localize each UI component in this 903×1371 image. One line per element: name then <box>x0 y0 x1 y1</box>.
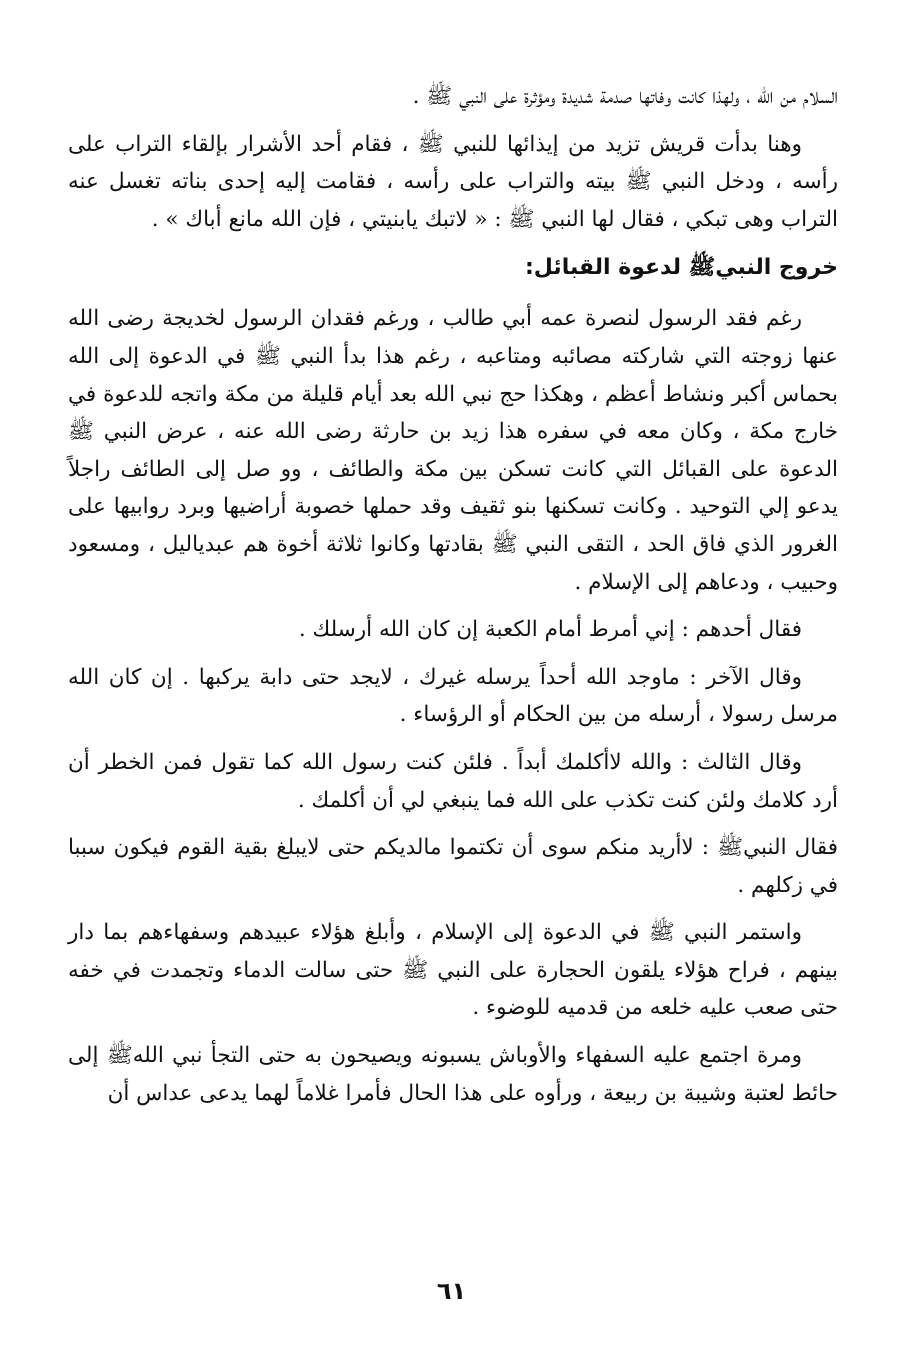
paragraph-8: واستمر النبي ﷺ في الدعوة إلى الإسلام ، وأبلغ هؤلاء عبيدهم وسفهاءهم بما دار بينهم ، فراح هؤلاء يلقون الحجارة على النبي ﷺ حتى سالت الدماء وتجمدت في خفه حتى صعب عليه خلعه من قدميه للوضوء . <box>68 920 838 1021</box>
paragraph-7: فقال النبيﷺ : لاأريد منكم سوى أن تكتموا مالديكم حتى لايبلغ بقية القوم فيكون سببا في زكلهم . <box>68 835 838 898</box>
section-heading: خروج النبيﷺ لدعوة القبائل: <box>525 255 838 281</box>
paragraph-4: فقال أحدهم : إني أمرط أمام الكعبة إن كان الله أرسلك . <box>298 617 802 643</box>
paragraph-6: وقال الثالث : والله لاأكلمك أبداً . فلئن كنت رسول الله كما تقول فمن الخطر أن أرد كلامك ولئن كنت تكذب على الله فما ينبغي لي أن أكلمك . <box>68 749 838 813</box>
page-body <box>68 78 838 1338</box>
paragraph-2: وهنا بدأت قريش تزيد من إيذائها للنبي ﷺ ، فقام أحد الأشرار بإلقاء التراب على رأسه ، ودخل النبي ﷺ بيته والتراب على رأسه ، فقامت إليه إحدى بناته تغسل عنه التراب وهى تبكي ، فقال لها النبي ﷺ : « لاتبك يابنيتي ، فإن الله مانع أباك » . <box>68 131 838 232</box>
paragraph-1: السلام من الله ، ولهذا كانت وفاتها صدمة شديدة ومؤثرة على النبي ﷺ . <box>412 84 838 109</box>
page-number: ٦١ <box>436 1277 467 1305</box>
paragraph-3: رغم فقد الرسول لنصرة عمه أبي طالب ، ورغم فقدان الرسول لخديجة رضى الله عنها زوجته التي شاركته مصائبه ومتاعبه ، رغم هذا بدأ النبي ﷺ في الدعوة إلى الله بحماس أكبر ونشاط أعظم ، وهكذا حج نبي الله بعد أيام قليلة من مكة واتجه للدعوة في خارج مكة ، وكان معه في سفره هذا زيد بن حارثة رضى الله عنه ، عرض النبي ﷺ الدعوة على القبائل التي كانت تسكن بين مكة والطائف ، وو صل إلى الطائف راجلاً يدعو إلي التوحيد . وكانت تسكنها بنو ثقيف وقد حملها خصوبة أراضيها وبرد روابيها على الغرور الذي فاق الحد ، التقى النبي ﷺ بقادتها وكانوا ثلاثة أخوة هم عبدياليل ، ومسعود وحبيب ، ودعاهم إلى الإسلام . <box>68 306 838 595</box>
paragraph-9: ومرة اجتمع عليه السفهاء والأوباش يسبونه ويصيحون به حتى التجأ نبي اللهﷺ إلى حائط لعتبة وشيبة بن ربيعة ، ورأوه على هذا الحال فأمرا غلاماً لهما يدعى عداس أن <box>68 1043 838 1106</box>
paragraph-5: وقال الآخر : ماوجد الله أحداً يرسله غيرك ، لايجد حتى دابة يركبها . إن كان الله مرسل رسولا ، أرسله من بين الحكام أو الرؤساء . <box>68 664 838 728</box>
